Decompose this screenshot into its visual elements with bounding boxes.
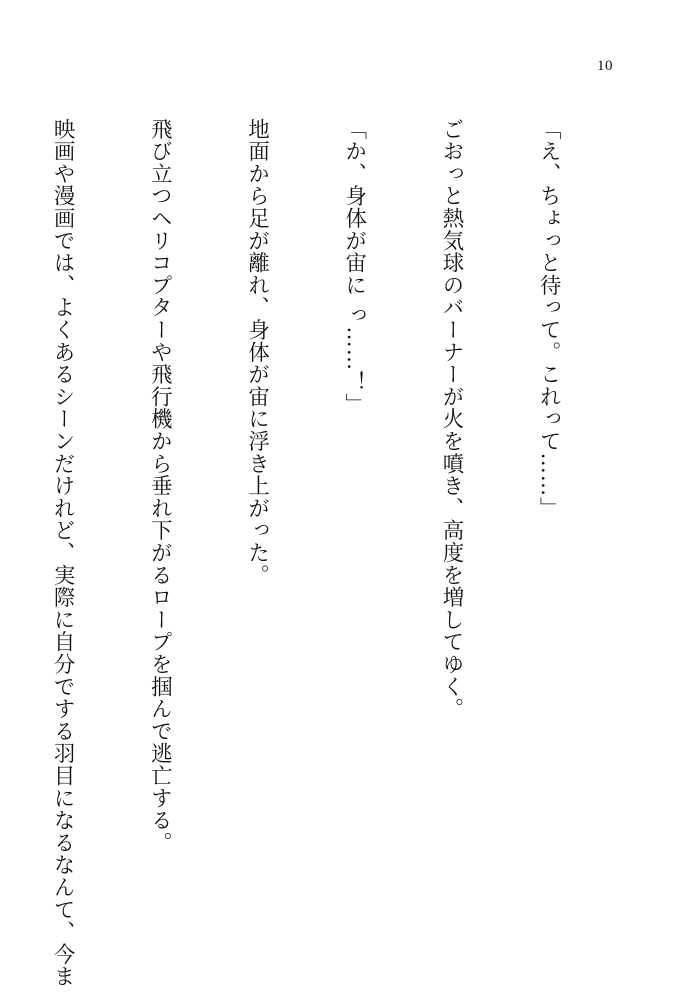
vertical-text-body — [50, 118, 629, 988]
text-line-3: 「か、身体が宙に っ……！」 — [341, 118, 367, 416]
text-line-6: 映画や漫画では、よくあるシーンだけれど、実際に自分でする羽目になるなんて、今ま — [50, 118, 76, 988]
text-line-1: 「え、ちょっと待って。これって……」 — [536, 118, 562, 520]
page-number: 10 — [597, 58, 613, 74]
text-line-4: 地面から足が離れ、身体が宙に浮き上がった。 — [244, 118, 270, 587]
text-line-2: ごおっと熱気球のバーナーが火を噴き、高度を増してゆく。 — [438, 118, 464, 721]
text-line-5: 飛び立つヘリコプターや飛行機から垂れ下がるロープを掴んで逃亡する。 — [147, 118, 173, 854]
